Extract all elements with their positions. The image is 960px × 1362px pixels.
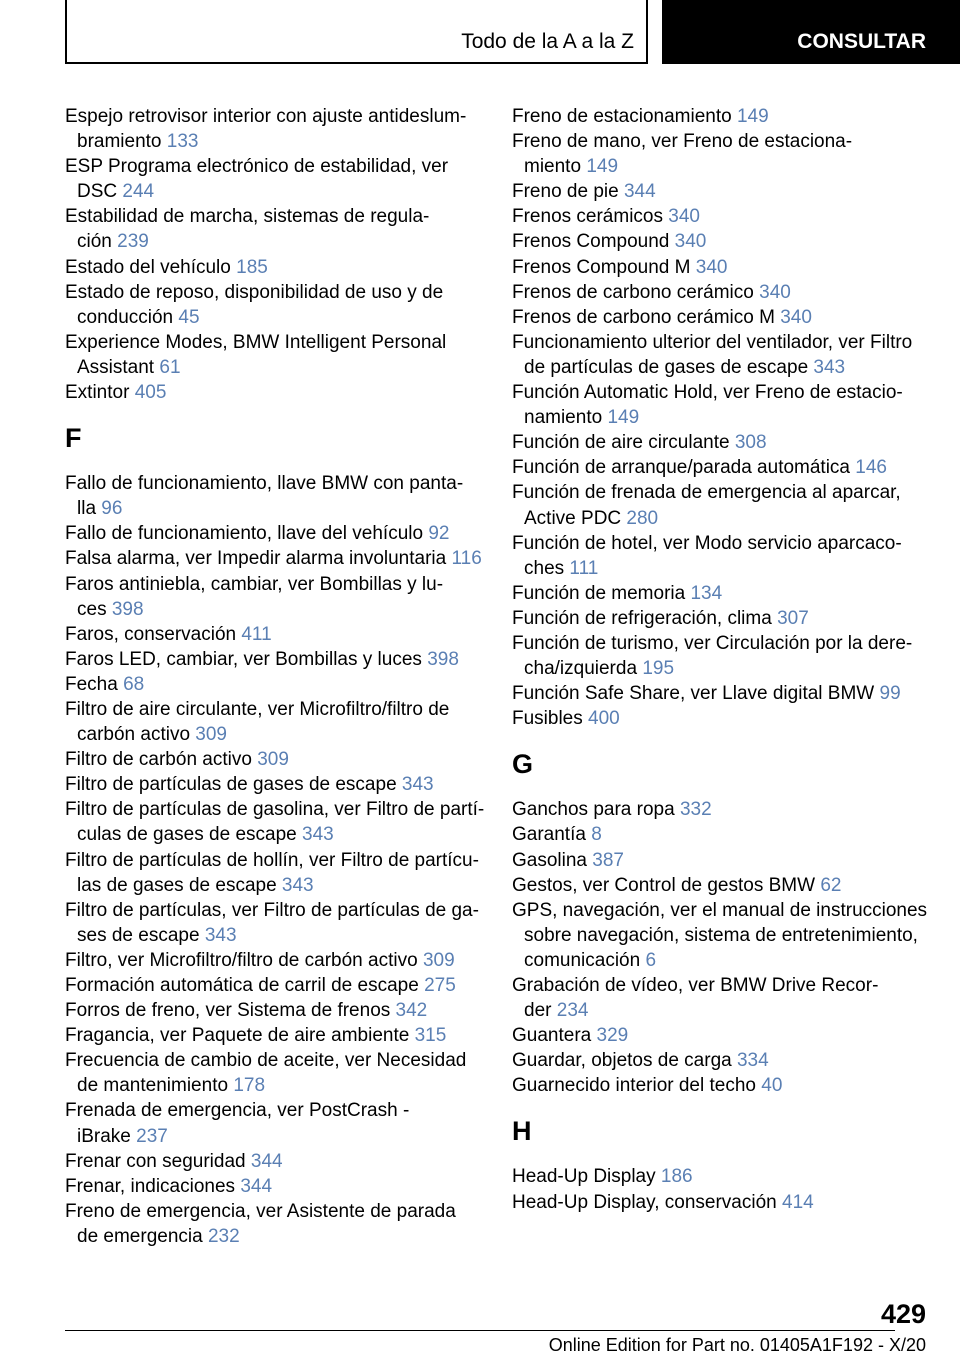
index-entry: [512, 305, 942, 330]
index-entry-text: Función de refrigeración, clima: [512, 607, 772, 629]
index-section-letter: F: [65, 423, 82, 454]
index-entry-text: DSC: [77, 181, 118, 203]
index-entry-text: Filtro de carbón activo: [65, 749, 252, 771]
index-entry-text: Forros de freno, ver Sistema de frenos: [65, 1000, 391, 1022]
index-entry: [512, 455, 942, 480]
page-reference-link[interactable]: 149: [736, 106, 769, 127]
index-entry-text: Freno de emergencia, ver Asistente de parada: [65, 1200, 456, 1222]
index-entry-text: las de gases de escape: [77, 874, 277, 896]
index-entry-text: Formación automática de carril de escape: [65, 975, 419, 996]
page-reference-link[interactable]: 6: [645, 949, 657, 971]
index-entry-text: de emergencia: [77, 1225, 203, 1247]
index-column-left: [65, 104, 495, 1249]
index-entry: [512, 204, 942, 229]
index-entry-text: Estado del vehículo: [65, 256, 231, 278]
page-reference-link[interactable]: 340: [674, 231, 707, 253]
index-entry: [65, 521, 495, 546]
page-reference-link[interactable]: 62: [820, 874, 842, 896]
index-entry-text: Fecha: [65, 673, 118, 695]
page-reference-link[interactable]: 400: [588, 708, 620, 730]
page-reference-link[interactable]: 343: [204, 924, 237, 946]
index-entry-text: Falsa alarma, ver Impedir alarma involuntaria: [65, 548, 447, 570]
index-entry-text: Frenos cerámicos: [512, 206, 663, 228]
page-reference-link[interactable]: 178: [233, 1075, 266, 1097]
index-entry: [512, 380, 942, 430]
page-reference-link[interactable]: 405: [134, 382, 167, 404]
index-entry-text: Frenada de emergencia, ver PostCrash -: [65, 1100, 410, 1122]
index-entry-text: Gasolina: [512, 849, 587, 871]
index-entry-text: Frenos Compound: [512, 231, 670, 253]
page-reference-link[interactable]: 244: [122, 181, 155, 203]
index-entry-text: Active PDC: [524, 507, 622, 529]
index-entry-text: ses de escape: [77, 924, 200, 946]
index-column-right: [512, 104, 942, 1215]
index-entry: [65, 998, 495, 1023]
index-entry-text: Guardar, objetos de carga: [512, 1050, 732, 1072]
index-entry-text: Función Automatic Hold, ver Freno de estacio-: [512, 382, 903, 404]
index-entry-text: Frenos Compound M: [512, 256, 691, 278]
page-reference-link[interactable]: 185: [236, 256, 268, 278]
index-entry-text: Ganchos para ropa: [512, 799, 675, 821]
header-section-label: CONSULTAR: [797, 30, 926, 53]
index-entry-text: de partículas de gases de escape: [524, 356, 809, 378]
index-entry: [512, 797, 942, 822]
index-entry: [65, 848, 495, 898]
page-reference-link[interactable]: 133: [166, 131, 199, 153]
page-reference-link[interactable]: 149: [586, 156, 619, 178]
header-section-tab[interactable]: [662, 0, 960, 64]
page-reference-link[interactable]: 309: [257, 749, 289, 771]
header-tab-label: Todo de la A a la Z: [461, 30, 634, 53]
index-entry-text: Garantía: [512, 824, 586, 846]
index-entry: [512, 1023, 942, 1048]
index-entry: [512, 280, 942, 305]
index-entry-text: Faros, conservación: [65, 623, 237, 645]
page-reference-link[interactable]: 343: [813, 356, 846, 378]
index-entry-text: lla: [77, 498, 97, 520]
index-entry-text: Head-Up Display, conservación: [512, 1191, 777, 1213]
index-entry-text: Función de aire circulante: [512, 432, 730, 454]
page-reference-link[interactable]: 398: [427, 648, 459, 670]
index-entry: [65, 546, 495, 571]
index-section-letter: G: [512, 749, 534, 780]
index-entry: [65, 672, 495, 697]
page-reference-link[interactable]: 134: [690, 582, 723, 604]
index-entry: [65, 204, 495, 254]
index-entry-text: Faros LED, cambiar, ver Bombillas y luces: [65, 648, 422, 670]
index-entry: [65, 622, 495, 647]
page-reference-link[interactable]: 414: [782, 1191, 814, 1213]
index-entry-text: Gestos, ver Control de gestos BMW: [512, 874, 816, 896]
page-reference-link[interactable]: 332: [679, 799, 712, 821]
index-entry-text: Función Safe Share, ver Llave digital BMW: [512, 683, 875, 705]
index-entry: [65, 330, 495, 380]
index-entry-text: ción: [77, 231, 112, 253]
index-entry-text: Filtro de partículas de hollín, ver Filtro de partícu-: [65, 849, 479, 871]
index-entry: [512, 631, 942, 681]
page-reference-link[interactable]: 61: [159, 356, 181, 378]
index-entry: [65, 1098, 495, 1148]
page-reference-link[interactable]: 92: [428, 523, 450, 545]
index-entry-text: ces: [77, 598, 107, 620]
index-entry-text: ESP Programa electrónico de estabilidad, ver: [65, 156, 449, 178]
index-entry-text: miento: [524, 156, 582, 178]
index-entry-text: sobre navegación, sistema de entretenimiento,: [524, 924, 918, 946]
page-reference-link[interactable]: 232: [207, 1225, 240, 1247]
index-entry-text: Fragancia, ver Paquete de aire ambiente: [65, 1025, 410, 1047]
index-entry-text: Fallo de funcionamiento, llave BMW con panta-: [65, 473, 464, 495]
index-entry: [65, 471, 495, 521]
page-reference-link[interactable]: 309: [422, 949, 455, 971]
page-reference-link[interactable]: 329: [596, 1025, 629, 1047]
index-entry-text: Función de hotel, ver Modo servicio aparcaco-: [512, 532, 902, 554]
index-entry: [512, 873, 942, 898]
index-entry: [65, 1199, 495, 1249]
index-entry: [512, 330, 942, 380]
index-entry: [512, 480, 942, 530]
page-reference-link[interactable]: 398: [111, 598, 144, 620]
footer-divider: [65, 1330, 895, 1331]
page-reference-link[interactable]: 45: [178, 306, 200, 328]
page-reference-link[interactable]: 40: [761, 1075, 783, 1097]
index-entry: [65, 1023, 495, 1048]
index-entry: [65, 772, 495, 797]
index-entry-text: Función de turismo, ver Circulación por la dere-: [512, 632, 913, 654]
page-reference-link[interactable]: 342: [395, 1000, 428, 1022]
index-entry: [512, 848, 942, 873]
page-reference-link[interactable]: 275: [424, 975, 456, 996]
index-entry-text: Frenos de carbono cerámico: [512, 281, 754, 303]
index-entry: [512, 129, 942, 179]
index-entry: [65, 280, 495, 330]
index-entry: [512, 706, 942, 731]
page-reference-link[interactable]: 344: [250, 1150, 283, 1172]
index-entry-text: comunicación: [524, 949, 641, 971]
index-entry-text: Fusibles: [512, 708, 583, 730]
index-entry: [65, 104, 495, 154]
page-reference-link[interactable]: 308: [734, 432, 767, 454]
index-entry: [65, 255, 495, 280]
index-entry: [512, 430, 942, 455]
index-entry-text: Función de memoria: [512, 582, 686, 604]
index-entry: [65, 154, 495, 204]
page-reference-link[interactable]: 116: [451, 548, 482, 570]
index-entry-text: Funcionamiento ulterior del ventilador, ver Filtro: [512, 331, 913, 353]
index-entry: [512, 255, 942, 280]
page-reference-link[interactable]: 239: [117, 231, 149, 253]
page-reference-link[interactable]: 96: [101, 498, 123, 520]
index-entry-text: bramiento: [77, 131, 162, 153]
index-entry-text: Guarnecido interior del techo: [512, 1075, 756, 1097]
page-reference-link[interactable]: 340: [780, 306, 812, 328]
index-entry: [512, 822, 942, 847]
page-reference-link[interactable]: 99: [879, 683, 901, 705]
index-entry: [512, 1048, 942, 1073]
index-entry-text: Guantera: [512, 1025, 592, 1047]
index-entry: [512, 1073, 942, 1098]
page-reference-link[interactable]: 149: [607, 407, 640, 429]
page-reference-link[interactable]: 111: [569, 557, 599, 579]
page-reference-link[interactable]: 280: [626, 507, 659, 529]
index-entry-text: Filtro de partículas, ver Filtro de partículas de ga-: [65, 899, 479, 921]
page-reference-link[interactable]: 340: [759, 281, 791, 303]
page-reference-link[interactable]: 343: [302, 824, 334, 846]
page-reference-link[interactable]: 146: [855, 457, 887, 479]
index-entry-text: Filtro de partículas de gasolina, ver Filtro de partí-: [65, 799, 485, 821]
index-entry-text: Head-Up Display: [512, 1166, 656, 1188]
index-entry-text: Función de arranque/parada automática: [512, 457, 851, 479]
page-reference-link[interactable]: 68: [123, 673, 145, 695]
index-entry-text: culas de gases de escape: [77, 824, 297, 846]
index-entry-text: Extintor: [65, 382, 130, 404]
index-entry: [65, 697, 495, 747]
index-entry-text: cha/izquierda: [524, 658, 638, 680]
index-entry-text: Fallo de funcionamiento, llave del vehículo: [65, 523, 424, 545]
index-entry-text: de mantenimiento: [77, 1075, 229, 1097]
page-reference-link[interactable]: 344: [240, 1175, 273, 1197]
index-entry: [512, 606, 942, 631]
index-entry-text: Espejo retrovisor interior con ajuste antideslum-: [65, 106, 467, 127]
index-entry-text: Filtro, ver Microfiltro/filtro de carbón activo: [65, 949, 418, 971]
index-entry-text: Filtro de partículas de gases de escape: [65, 774, 397, 796]
page-reference-link[interactable]: 315: [414, 1025, 447, 1047]
index-entry-text: conducción: [77, 306, 174, 328]
page-reference-link[interactable]: 186: [660, 1166, 693, 1188]
header-tab-a-z[interactable]: [65, 0, 648, 64]
index-entry: [65, 797, 495, 847]
index-entry-text: Frenar, indicaciones: [65, 1175, 236, 1197]
index-entry-text: Faros antiniebla, cambiar, ver Bombillas y lu-: [65, 573, 444, 595]
index-entry: [65, 747, 495, 772]
index-entry: [65, 1149, 495, 1174]
index-entry-text: Grabación de vídeo, ver BMW Drive Recor-: [512, 975, 879, 996]
page-reference-link[interactable]: 334: [736, 1050, 769, 1072]
index-entry-text: namiento: [524, 407, 603, 429]
page-reference-link[interactable]: 307: [777, 607, 809, 629]
page-reference-link[interactable]: 344: [623, 181, 656, 203]
page-reference-link[interactable]: 8: [591, 824, 602, 846]
page-reference-link[interactable]: 340: [668, 206, 700, 228]
index-entry: [65, 948, 495, 973]
index-entry: [512, 898, 942, 973]
index-entry: [65, 572, 495, 622]
index-entry-text: iBrake: [77, 1125, 131, 1147]
index-entry: [65, 973, 495, 998]
index-entry: [512, 1190, 942, 1215]
index-entry-text: Freno de pie: [512, 181, 619, 203]
index-entry: [512, 229, 942, 254]
page-reference-link[interactable]: 343: [401, 774, 434, 796]
index-entry-text: Experience Modes, BMW Intelligent Personal: [65, 331, 447, 353]
page-reference-link[interactable]: 195: [642, 658, 675, 680]
index-entry-text: Frenar con seguridad: [65, 1150, 246, 1172]
page-reference-link[interactable]: 237: [136, 1125, 168, 1147]
index-entry: [512, 179, 942, 204]
index-entry-text: Frecuencia de cambio de aceite, ver Necesidad: [65, 1050, 467, 1072]
index-entry: [512, 1164, 942, 1189]
index-entry-text: Frenos de carbono cerámico M: [512, 306, 775, 328]
index-entry-text: Función de frenada de emergencia al aparcar,: [512, 482, 901, 504]
index-entry-text: Freno de estacionamiento: [512, 106, 732, 127]
index-entry: [65, 898, 495, 948]
page-reference-link[interactable]: 343: [281, 874, 314, 896]
index-entry: [65, 380, 495, 405]
index-section-letter: H: [512, 1116, 532, 1147]
index-entry: [512, 973, 942, 1023]
page-reference-link[interactable]: 387: [592, 849, 624, 871]
page-reference-link[interactable]: 340: [695, 256, 728, 278]
index-entry-text: Assistant: [77, 356, 155, 378]
index-entry-text: Filtro de aire circulante, ver Microfiltro/filtro de: [65, 698, 450, 720]
index-entry-text: Freno de mano, ver Freno de estaciona-: [512, 131, 853, 153]
footer-edition: Online Edition for Part no. 01405A1F192 - X/20: [548, 1335, 926, 1355]
page-number: 429: [880, 1299, 926, 1329]
page-reference-link[interactable]: 234: [556, 1000, 589, 1022]
index-entry-text: GPS, navegación, ver el manual de instrucciones: [512, 899, 928, 921]
index-entry-text: carbón activo: [77, 724, 191, 746]
index-entry: [512, 104, 942, 129]
index-entry: [65, 1048, 495, 1098]
index-entry: [512, 681, 942, 706]
index-entry: [65, 1174, 495, 1199]
index-entry: [512, 531, 942, 581]
index-entry: [512, 581, 942, 606]
page-reference-link[interactable]: 309: [195, 724, 227, 746]
page-reference-link[interactable]: 411: [241, 623, 272, 645]
index-entry-text: Estabilidad de marcha, sistemas de regula-: [65, 206, 430, 228]
index-entry: [65, 647, 495, 672]
index-entry-text: der: [524, 1000, 552, 1022]
index-entry-text: ches: [524, 557, 565, 579]
index-entry-text: Estado de reposo, disponibilidad de uso y de: [65, 281, 444, 303]
